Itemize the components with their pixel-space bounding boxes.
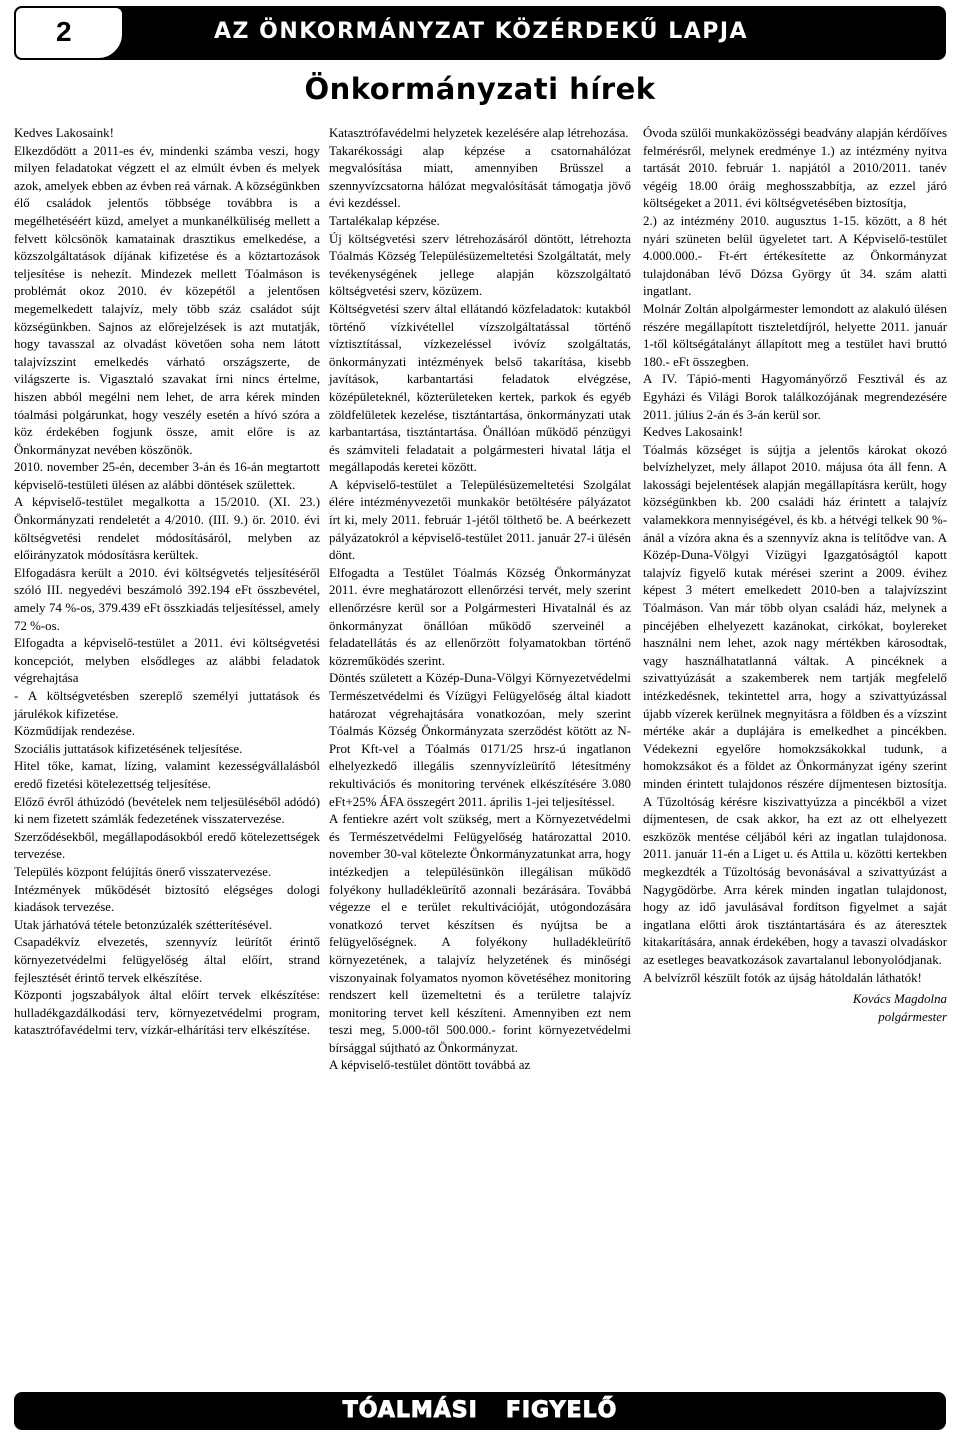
paragraph: Tóalmás községet is sújtja a jelentős károkat okozó belvízhelyzet, mely állapot 2010. májusa óta áll fenn. A lakossági bejelentések alapján megállapításra került, hogy községünkben kb. 200 családi ház érintett a talajvíz valamekkora mennyiségével, és kb. a hétvégi telkek 90 %-ánál a vízóra akna és a szennyvíz akna is telítődve van. A Közép-Duna-Völgyi Vízügyi Igazgatóságtól kapott talajvíz figyelő kutak mérései szerint a 2009. évihez képest 3 métert emelkedett 2010-ben a talajvízszint Tóalmáson. Van már több olyan családi ház, melynek a pincéjében elhelyezett kazánokat, cirkókat, boylereket használni nem lehet, azok nagy mértékben károsodtak, vagy használhatatlanná váltak. A pincéknek a szivattyúzását a szakemberek nem tartják megfelelő intézkedésnek, tekintettel arra, hogy a szivattyúzással újabb vízerek kerülnek megnyitásra a földben és a vízszint mértéke akár a duplájára is emelkedhet a pincékben. Védekezni egyelőre homokzsákokkal tudunk, a homokzsákot és a földet az Önkormányzat igény szerint minden érintett tulajdonos részére díjmentesen biztosítja. A Tűzoltóság kérésre kiszivattyúzza a pincékből a vizet díjmentesen, de csak akkor, ha ezt az ott elhelyezett eszközök mentése céljából kéri az ingatlan tulajdonosa. 2011. január 11-én a Liget u. és Attila u. közötti kertekben megkezdték a Tűzoltóság bevonásával a szivattyúzást a Nagygödörbe. Arra kérek minden ingatlan tulajdonost, hogy az idő javulásával fordítson figyelmet a saját ingatlana előtti árok tisztántartására és az áteresztek kitakarítására, annak érdekében, hogy a tavaszi olvadáskor az esetleges beavatkozások zavartalanul lebonyolódjanak. <box>643 442 947 967</box>
paragraph: Új költségvetési szerv létrehozásáról döntött, létrehozta Tóalmás Község Településüzemeltetési Szolgáltatát, mely tevékenységének jellege alapján közszolgáltató költségvetési szerv, közüzem. <box>329 231 631 299</box>
paragraph: Óvoda szülői munkaközösségi beadvány alapján kérdőíves felmérésről, melynek eredménye 1.) az intézmény nyitva tartását 2010. február 1. napjától a 2010/2011. tanév végéig 18.00 óráig meghosszabbítja, az ezzel járó költségeket a 2011. évi költségvetésében biztosítja, <box>643 126 947 211</box>
paragraph: A képviselő-testület megalkotta a 15/2010. (XI. 23.) Önkormányzati rendeletét a 4/2010. (III. 9.) ör. 2010. évi költségvetési rendelet módosításáról, melyben az előirányzatok módosításra kerültek. <box>14 495 320 563</box>
paragraph: Csapadékvíz elvezetés, szennyvíz leürítőt érintő környezetvédelmi felügyelőség által előírt, strand fejlesztését érintő tervek elkészítése. <box>14 935 320 985</box>
paragraph: Hitel tőke, kamat, lízing, valamint kezességvállalásból eredő fizetési kötelezettség teljesítése. <box>14 759 320 791</box>
page-footer <box>14 1392 946 1430</box>
paragraph: Döntés született a Közép-Duna-Völgyi Környezetvédelmi Természetvédelmi és Vízügyi Felügyelőség által kiadott határozat végrehajtására vonatkozóan, mely szerint Tóalmás Község Önkormányzata szerződést kötött az N-Prot Kft-vel a Tóalmás 0171/25 hrsz-ú ingatlanon elhelyezkedő illegális szennyvízleürítő létesítmény rekultivációs és monitoring tervének elkészítésére 3.080 eFt+25% ÁFA összegért 2011. április 1-jei teljesítéssel. <box>329 671 631 809</box>
page-number: 2 <box>56 16 72 47</box>
paragraph: Elfogadásra került a 2010. évi költségvetés teljesítéséről szóló III. negyedévi beszámoló 392.194 eFt összbevétel, amely 74 %-os, 379.439 eFt összkiadás teljesítéssel, amely 72 %-os. <box>14 565 320 633</box>
paragraph: Központi jogszabályok által előírt tervek elkészítése: hulladékgazdálkodási terv, környezetvédelmi program, katasztrófavédelmi terv, vízkár-elhárítási terv elkészítése. <box>14 988 320 1038</box>
column-1 <box>14 125 320 1040</box>
paragraph: Település központ felújítás önerő visszatervezése. <box>14 864 272 879</box>
paragraph: Szociális juttatások kifizetésének teljesítése. <box>14 741 243 756</box>
signature-name: Kovács Magdolna <box>852 992 947 1007</box>
paragraph: Molnár Zoltán alpolgármester lemondott az alakuló ülésen részére megállapított tiszteletdíjról, helyette 2011. január 1-től költségátalányt állapított meg a testület havi bruttó 180.- eFt összegben. <box>643 301 947 369</box>
paragraph: Elfogadta a képviselő-testület a 2011. évi költségvetési koncepciót, melyben elsődleges az alábbi feladatok végrehajtása <box>14 636 320 686</box>
section-title: Önkormányzati hírek <box>304 72 656 106</box>
paragraph: Közműdíjak rendezése. <box>14 724 135 739</box>
paragraph: Takarékossági alap képzése a csatornahálózat megvalósítása miatt, amennyiben Brüsszel a szennyvízcsatorna hálózat megvalósítását támogatja jövő évi kezdéssel. <box>329 143 631 211</box>
paragraph: A IV. Tápió-menti Hagyományőrző Fesztivál és az Egyházi és Világi Borok találkozójának megrendezésére 2011. július 2-án és 3-án kerül sor. <box>643 372 947 422</box>
footer-word-2: FIGYELŐ <box>505 1398 618 1423</box>
paragraph: Intézmények működését biztosító elégséges dologi kiadások tervezése. <box>14 882 320 915</box>
paragraph: Előző évről áthúzódó (bevételek nem teljesüléséből adódó) ki nem fizetett számlák fedezetének visszatervezése. <box>14 794 320 827</box>
paragraph: - A költségvetésben szereplő személyi juttatások és járulékok kifizetése. <box>14 689 320 721</box>
paragraph: 2010. november 25-én, december 3-án és 16-án megtartott képviselő-testületi ülésen az alábbi döntések születtek. <box>14 460 320 492</box>
paragraph: Költségvetési szerv által ellátandó közfeladatok: kutakból történő vízkivétellel vízszolgáltatással történő víztisztítással, vízkezeléssel ivóvíz szolgáltatás, önkormányzati intézmények belső takarítása, kisebb javítások, karbantartási feladatok elvégzése, középületeknél, közterületeken kertek, parkok és egyéb zöldfelületek kezelése, tisztántartása, önkormányzati utak karbantartása, tisztántartása. Önállóan működő pénzügyi és számviteli feladatait a polgármesteri hivatal látja el megállapodás keretei között. <box>329 301 631 475</box>
paragraph: Utak járhatóvá tétele betonzúzalék szétterítésével. <box>14 917 273 932</box>
signature-role: polgármester <box>878 1009 947 1024</box>
paragraph: Tartalékalap képzése. <box>329 213 440 228</box>
paragraph: 2.) az intézmény 2010. augusztus 1-15. között, a 8 hét nyári szüneten belül ügyeletet tart. A Képviselő-testület 4.000.000.- Ft-ért értékesítette az Önkormányzat tulajdonában lévő Dózsa György út 34. szám alatti ingatlant. <box>643 213 947 299</box>
page-number-box <box>14 6 124 60</box>
column-2 <box>329 125 631 1075</box>
footer-word-1: TÓALMÁSI <box>342 1398 478 1423</box>
page-header <box>14 6 946 60</box>
column-3 <box>643 125 947 1026</box>
masthead-title: AZ ÖNKORMÁNYZAT KÖZÉRDEKŰ LAPJA <box>214 19 749 44</box>
paragraph: Kedves Lakosaink! <box>14 126 114 140</box>
paragraph: A képviselő-testület döntött továbbá az <box>329 1058 531 1073</box>
paragraph: A képviselő-testület a Településüzemeltetési Szolgálat élére intézményvezetői munkakör betöltésére pályázatot írt ki, mely 2011. február 1-jétől tölthető be. A beérkezett pályázatokról a képviselő-testület 2011. január 27-i ülésén dönt. <box>329 477 631 563</box>
paragraph: A belvízről készült fotók az újság hátoldalán láthatók! <box>643 970 922 985</box>
paragraph: Katasztrófavédelmi helyzetek kezelésére alap létrehozása. <box>329 126 629 140</box>
paragraph: Elfogadta a Testület Tóalmás Község Önkormányzat 2011. évre meghatározott ellenőrzési tervét, mely szerint ellenőrzésre kerül sor a Polgármesteri Hivatalnál és az önkormányzat önállóan működő szerveinél a feladatellátás és az ellenőrzött folyamatokban történő közreműködés szerint. <box>329 565 631 668</box>
paragraph: Szerződésekből, megállapodásokból eredő kötelezettségek tervezése. <box>14 829 320 862</box>
paragraph: Kedves Lakosaink! <box>643 425 743 440</box>
paragraph: Elkezdődött a 2011-es év, mindenki számba veszi, hogy milyen feladatokat végzett el az elmúlt évben és melyek azok, amelyek ebben az évben reá várnak. A községünkben élő családok jelentős többsége továbbra is a megélhetéséért küzd, amelyet a munkanélküliség mellett a felvett kölcsönök kamatainak drasztikus emelkedése, a közszolgáltatások díjának kifizetése és a köztartozások teljesítése is nehezít. Mindezek mellett Tóalmáson is problémát okoz 2010. év közepétől a jelentősen megemelkedett talajvíz, mely több száz családot sújt községünkben. Sajnos az előrejelzések is azt mutatják, hogy tavasszal az olvadást követően soha nem látott talajvízszint emelkedés várható országszerte, de világszerte is. Vigasztaló szavakat írni nincs értelme, hiszen abból megélni nem lehet, de arra kérek minden tóalmási polgárunkat, hogy veszély esetén a hívó szóra a köz érdekében fogjunk össze, amit előre is az Önkormányzat nevében köszönök. <box>14 143 320 457</box>
paragraph: A fentiekre azért volt szükség, mert a Környezetvédelmi és Természetvédelmi Felügyelőség határozattal 2010. november 30-val kötelezte Önkormányzatunkat arra, hogy intézkedjen a településünkön illegálisan működő folyékony hulladékleürítő azonnali bezárására. Továbbá végezze el e terület rekultivációját, utógondozására vonatkozó tervet készítsen és nyújtsa be a felügyelőségnek. A folyékony hulladékleürítő környezetének, a talajvíz helyzetének és minőségi viszonyainak folyamatos nyomon követéséhez monitoring rendszert kell üzemeltetni és a területre talajvíz monitoring tervet kell készíteni. Amennyiben ezt nem teszi meg, 5.000-től 500.000.- forint környezetvédelmi bírsággal sújtható az Önkormányzat. <box>329 812 631 1055</box>
